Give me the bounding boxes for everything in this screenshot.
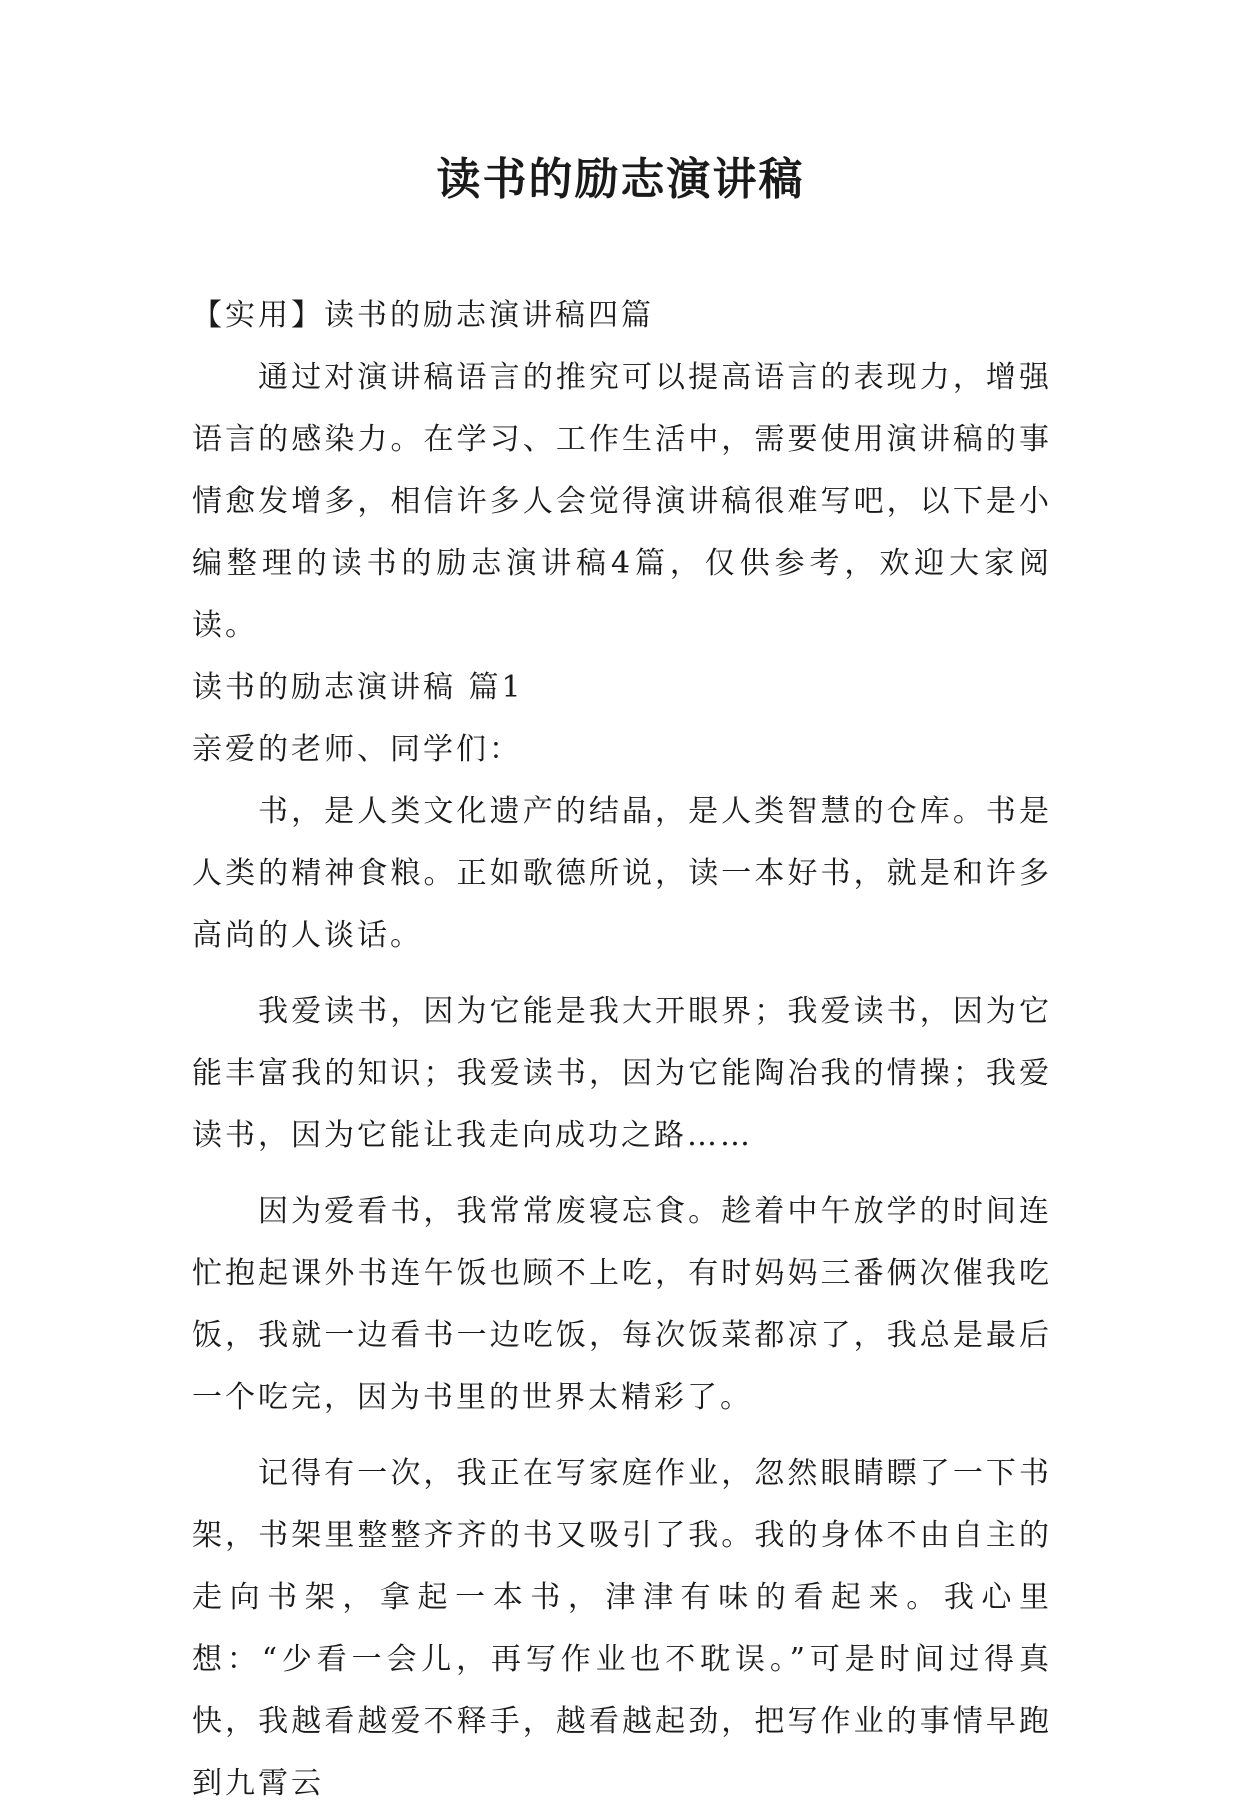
document-title: 读书的励志演讲稿 [436,154,805,205]
body-paragraph-2: 我爱读书，因为它能是我大开眼界；我爱读书，因为它能丰富我的知识；我爱读书，因为它能陶冶我的情操；我爱读书，因为它能让我走向成功之路…… [192,994,1052,1153]
section-heading: 读书的励志演讲稿 篇1 [192,670,524,705]
document-body [192,285,1052,1815]
body-paragraph-3: 因为爱看书，我常常废寝忘食。趁着中午放学的时间连忙抱起课外书连午饭也顾不上吃，有时妈妈三番俩次催我吃饭，我就一边看书一边吃饭，每次饭菜都凉了，我总是最后一个吃完，因为书里的世界太精彩了。 [192,1194,1052,1415]
paragraph-spacer [192,967,1052,981]
body-paragraph-4: 记得有一次，我正在写家庭作业，忽然眼睛瞟了一下书架，书架里整整齐齐的书又吸引了我。我的身体不由自主的走向书架，拿起一本书，津津有味的看起来。我心里想：“少看一会儿，再写作业也不耽误。”可是时间过得真快，我越看越爱不释手，越看越起劲，把写作业的事情早跑到九霄云 [192,1456,1052,1801]
paragraph-spacer [192,1429,1052,1443]
document-subtitle: 【实用】读书的励志演讲稿四篇 [192,298,654,333]
salutation: 亲爱的老师、同学们： [192,732,522,767]
paragraph-spacer [192,1167,1052,1181]
body-paragraph-1: 书，是人类文化遗产的结晶，是人类智慧的仓库。书是人类的精神食粮。正如歌德所说，读一本好书，就是和许多高尚的人谈话。 [192,794,1052,953]
intro-paragraph: 通过对演讲稿语言的推究可以提高语言的表现力，增强语言的感染力。在学习、工作生活中，需要使用演讲稿的事情愈发增多，相信许多人会觉得演讲稿很难写吧，以下是小编整理的读书的励志演讲稿4篇，仅供参考，欢迎大家阅读。 [192,360,1052,643]
